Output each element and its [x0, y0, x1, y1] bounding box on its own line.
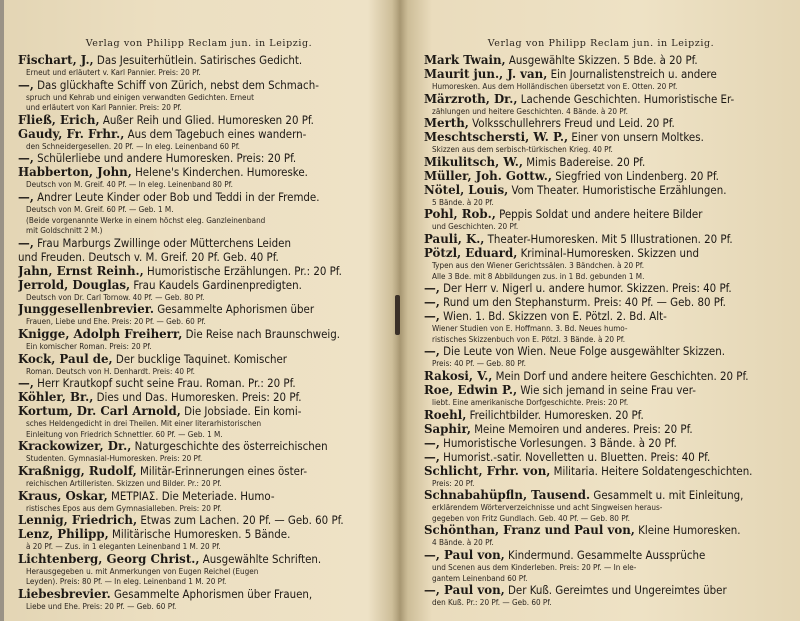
entry-main-line — [424, 437, 779, 450]
entry-author: —, — [424, 282, 440, 296]
entry-main-line — [424, 409, 779, 422]
catalog-entry — [424, 131, 779, 155]
entry-author: Mark Twain, — [424, 54, 506, 67]
entry-main-line — [424, 524, 779, 537]
entry-detail-line: gegeben von Fritz Gundlach. Geb. 40 Pf. — Geb. 80 Pf. — [432, 512, 630, 523]
catalog-entry — [18, 391, 373, 404]
entry-main-line — [18, 54, 373, 67]
entry-detail-line: Erneut und erläutert v. Karl Pannier. Preis: 20 Pf. — [26, 67, 201, 77]
entry-title-text: Der Kuß. Gereimtes und Ungereimtes über — [504, 584, 727, 598]
catalog-entry — [424, 184, 779, 208]
entry-title-text: Außer Reih und Glied. Humoresken 20 Pf. — [99, 113, 314, 127]
entry-detail-line: Leyden). Preis: 80 Pf. — In eleg. Leinenband 1 M. 20 Pf. — [26, 576, 227, 587]
entry-author: Krackowizer, Dr., — [18, 440, 132, 454]
left-page — [0, 0, 398, 621]
catalog-entry — [424, 409, 779, 422]
entry-author: Schönthan, Franz und Paul von, — [424, 524, 635, 538]
entry-title-text: Frau Kaudels Gardinenpredigten. — [130, 278, 302, 292]
catalog-entry — [18, 251, 373, 264]
entry-main-line — [424, 423, 779, 436]
entry-title-text: Gesammelte Aphorismen über — [153, 303, 315, 317]
catalog-entry — [18, 377, 373, 390]
catalog-entry — [18, 279, 373, 303]
entry-author: Schlicht, Frhr. von, — [424, 464, 551, 478]
entry-main-line — [18, 328, 373, 341]
entry-author: Roehl, — [424, 408, 467, 422]
entry-author: —, — [424, 310, 440, 324]
entry-main-line — [424, 54, 779, 67]
entry-title-text: Kriminal-Humoresken. Skizzen und — [517, 246, 700, 260]
entry-title-text: Lachende Geschichten. Humoristische Er- — [517, 92, 735, 106]
catalog-entry — [424, 465, 779, 489]
entry-detail-line: Deutsch von M. Greif. 60 Pf. — Geb. 1 M. — [26, 203, 174, 214]
entry-detail-line: Preis: 40 Pf. — Geb. 80 Pf. — [432, 358, 526, 369]
entry-detail-line: zählungen und heitere Geschichten. 4 Bände. à 20 Pf. — [432, 105, 628, 116]
entry-title-text: Die Leute von Wien. Neue Folge ausgewählter Skizzen. — [439, 345, 725, 359]
entry-main-line — [18, 391, 373, 404]
entry-author: Pötzl, Eduard, — [424, 246, 518, 260]
entry-title-text: Militaria. Heitere Soldatengeschichten. — [550, 464, 753, 478]
entry-title-text: Herr Krautkopf sucht seine Frau. Roman. Pr.: 20 Pf. — [33, 377, 296, 391]
catalog-entry — [18, 237, 373, 250]
entry-detail-line: Preis: 20 Pf. — [432, 477, 475, 488]
entry-author: Kraus, Oskar, — [18, 489, 108, 503]
entry-title-text: Einer von unsern Moltkes. — [568, 131, 704, 145]
entry-main-line — [18, 166, 373, 179]
entry-author: Merth, — [424, 117, 469, 131]
entry-title-text: Helene's Kinderchen. Humoreske. — [131, 166, 308, 180]
entry-title-text: Schülerliebe und andere Humoresken. Preis: 20 Pf. — [33, 152, 297, 166]
catalog-entry — [424, 489, 779, 523]
entry-detail-line: und erläutert von Karl Pannier. Preis: 20 Pf. — [26, 102, 182, 113]
entry-title-text: Humoristische Erzählungen. Pr.: 20 Pf. — [143, 264, 342, 278]
entry-main-line — [18, 514, 373, 527]
right-page-header: Verlag von Philipp Reclam jun. in Leipzig. — [487, 38, 715, 49]
entry-title-text: und Freuden. Deutsch v. M. Greif. 20 Pf. Geb. 40 Pf. — [18, 250, 279, 264]
entry-detail-line: 5 Bände. à 20 Pf. — [432, 196, 494, 207]
entry-author: Nötel, Louis, — [424, 183, 509, 197]
entry-detail-line: à 20 Pf. — Zus. in 1 eleganten Leinenband 1 M. 20 Pf. — [26, 541, 221, 552]
entry-title-text: Wien. 1. Bd. Skizzen von E. Pötzl. 2. Bd. Alt- — [439, 310, 667, 324]
entry-author: Junggesellenbrevier. — [18, 303, 154, 317]
entry-author: —, — [18, 236, 34, 250]
entry-title-text: Ausgewählte Skizzen. 5 Bde. à 20 Pf. — [505, 54, 698, 67]
catalog-entry — [424, 117, 779, 130]
entry-main-line — [424, 584, 779, 597]
catalog-entry — [424, 524, 779, 548]
catalog-entry — [18, 79, 373, 113]
entry-detail-line: liebt. Eine amerikanische Dorfgeschichte. Preis: 20 Pf. — [432, 396, 629, 407]
entry-main-line — [18, 279, 373, 292]
entry-author: —, — [18, 377, 34, 391]
catalog-entry — [424, 247, 779, 281]
entry-title-text: Volksschullehrers Freud und Leid. 20 Pf. — [468, 117, 675, 131]
catalog-entry — [18, 265, 373, 278]
entry-main-line — [18, 440, 373, 453]
entry-author: Maurit jun., J. van, — [424, 68, 548, 81]
entry-detail-line: Deutsch von M. Greif. 40 Pf. — In eleg. Leinenband 80 Pf. — [26, 179, 233, 190]
left-entry-list — [18, 54, 373, 612]
entry-main-line — [424, 370, 779, 383]
entry-author: Kortum, Dr. Carl Arnold, — [18, 405, 181, 419]
entry-author: Lenz, Philipp, — [18, 528, 109, 542]
entry-author: Roe, Edwin P., — [424, 383, 518, 397]
catalog-entry — [424, 68, 779, 92]
entry-main-line — [18, 553, 373, 566]
entry-main-line — [424, 247, 779, 260]
catalog-entry — [424, 451, 779, 464]
entry-main-line — [424, 184, 779, 197]
catalog-entry — [18, 128, 373, 152]
entry-detail-line: mit Goldschnitt 2 M.) — [26, 225, 103, 236]
entry-detail-line: spruch und Kehrab und einigen verwandten Gedichten. Erneut — [26, 91, 255, 102]
entry-author: Schnabahüpfln, Tausend. — [424, 489, 591, 503]
catalog-entry — [424, 437, 779, 450]
entry-title-text: Der Herr v. Nigerl u. andere humor. Skizzen. Preis: 40 Pf. — [439, 282, 732, 296]
entry-detail-line: Deutsch von Dr. Carl Tornow. 40 Pf. — Geb. 80 Pf. — [26, 291, 205, 302]
catalog-entry — [18, 490, 373, 514]
catalog-entry — [18, 328, 373, 352]
catalog-entry — [18, 588, 373, 612]
catalog-entry — [424, 233, 779, 246]
entry-detail-line: Alle 3 Bde. mit 8 Abbildungen zus. in 1 Bd. gebunden 1 M. — [432, 270, 645, 281]
entry-detail-line: Frauen, Liebe und Ehe. Preis: 20 Pf. — Geb. 60 Pf. — [26, 316, 206, 327]
entry-author: —, — [18, 190, 34, 204]
entry-author: Müller, Joh. Gottw., — [424, 169, 552, 183]
entry-detail-line: gantem Leinenband 60 Pf. — [432, 572, 528, 583]
entry-main-line — [18, 490, 373, 503]
catalog-entry — [424, 282, 779, 295]
entry-author: —, — [424, 296, 440, 310]
entry-title-text: Rund um den Stephansturm. Preis: 40 Pf. — Geb. 80 Pf. — [439, 296, 726, 310]
entry-title-text: Dies und Das. Humoresken. Preis: 20 Pf. — [93, 391, 302, 405]
catalog-entry — [18, 114, 373, 127]
binding-thread — [395, 295, 400, 335]
entry-main-line — [18, 79, 373, 92]
entry-main-line — [424, 170, 779, 183]
entry-main-line — [424, 117, 779, 130]
catalog-entry — [18, 465, 373, 489]
entry-title-text: Die Reise nach Braunschweig. — [182, 327, 341, 341]
entry-main-line — [424, 68, 779, 81]
catalog-entry — [424, 384, 779, 408]
entry-main-line — [424, 465, 779, 478]
entry-title-text: Siegfried von Lindenberg. 20 Pf. — [551, 169, 719, 183]
entry-title-text: Kleine Humoresken. — [634, 524, 741, 538]
entry-detail-line: Skizzen aus dem serbisch-türkischen Krieg. 40 Pf. — [432, 144, 613, 155]
entry-main-line — [18, 251, 373, 264]
entry-title-text: Militärische Humoresken. 5 Bände. — [108, 528, 291, 542]
catalog-entry — [18, 152, 373, 165]
entry-author: Meschtschersti, W. P., — [424, 131, 569, 145]
entry-author: Saphir, — [424, 422, 471, 436]
entry-author: Kraßnigg, Rudolf, — [18, 464, 137, 478]
left-page-header: Verlag von Philipp Reclam jun. in Leipzig. — [85, 38, 313, 49]
entry-author: —, Paul von, — [424, 548, 505, 562]
entry-author: Gaudy, Fr. Frhr., — [18, 127, 125, 141]
entry-title-text: Mein Dorf und andere heitere Geschichten. 20 Pf. — [492, 369, 749, 383]
entry-main-line — [424, 296, 779, 309]
entry-main-line — [18, 528, 373, 541]
entry-title-text: ΜΕΤΡΙΑΣ. Die Meteriade. Humo- — [107, 489, 275, 503]
catalog-entry — [18, 303, 373, 327]
entry-title-text: Das glückhafte Schiff von Zürich, nebst dem Schmach- — [33, 78, 319, 92]
entry-author: Liebesbrevier. — [18, 587, 111, 601]
entry-detail-line: und Scenen aus dem Kinderleben. Preis: 20 Pf. — In ele- — [432, 561, 637, 572]
entry-author: —, — [18, 152, 34, 166]
entry-title-text: Kindermund. Gesammelte Aussprüche — [504, 548, 706, 562]
entry-main-line — [18, 128, 373, 141]
catalog-entry — [18, 405, 373, 439]
catalog-entry — [18, 191, 373, 236]
entry-title-text: Meine Memoiren und anderes. Preis: 20 Pf. — [470, 422, 693, 436]
entry-detail-line: 4 Bände. à 20 Pf. — [432, 537, 494, 548]
entry-author: Habberton, John, — [18, 166, 132, 180]
entry-author: Rakosi, V., — [424, 369, 493, 383]
catalog-entry — [424, 296, 779, 309]
entry-title-text: Etwas zum Lachen. 20 Pf. — Geb. 60 Pf. — [137, 514, 344, 528]
entry-detail-line: Wiener Studien von E. Hoffmann. 3. Bd. Neues humo- — [432, 323, 628, 334]
entry-title-text: Die Jobsiade. Ein komi- — [180, 405, 302, 419]
right-page — [402, 0, 800, 621]
entry-detail-line: Humoresken. Aus dem Holländischen übersetzt von E. Otten. 20 Pf. — [432, 81, 678, 91]
entry-main-line — [424, 489, 779, 502]
entry-main-line — [18, 114, 373, 127]
entry-title-text: Gesammelt u. mit Einleitung, — [590, 489, 744, 503]
entry-detail-line: sches Heldengedicht in drei Theilen. Mit einer literarhistorischen — [26, 418, 262, 429]
entry-main-line — [424, 93, 779, 106]
entry-detail-line: ristisches Epos aus dem Gymnasialleben. Preis: 20 Pf. — [26, 502, 222, 513]
entry-detail-line: und Geschichten. 20 Pf. — [432, 221, 519, 232]
entry-main-line — [18, 237, 373, 250]
entry-main-line — [18, 191, 373, 204]
entry-detail-line: (Beide vorgenannte Werke in einem höchst eleg. Ganzleinenband — [26, 214, 266, 225]
entry-author: —, — [424, 450, 440, 464]
entry-detail-line: den Schneidergesellen. 20 Pf. — In eleg. Leinenband 60 Pf. — [26, 140, 240, 151]
entry-title-text: Das Jesuiterhütlein. Satirisches Gedicht. — [93, 54, 303, 67]
catalog-entry — [18, 54, 373, 78]
entry-detail-line: den Kuß. Pr.: 20 Pf. — Geb. 60 Pf. — [432, 597, 552, 608]
entry-detail-line: erklärendem Wörterverzeichnisse und acht Singweisen heraus- — [432, 502, 663, 513]
entry-detail-line: Studenten. Gymnasial-Humoresken. Preis: 20 Pf. — [26, 453, 203, 464]
entry-main-line — [18, 265, 373, 278]
catalog-entry — [424, 584, 779, 608]
entry-title-text: Vom Theater. Humoristische Erzählungen. — [508, 183, 727, 197]
entry-author: Lichtenberg, Georg Christ., — [18, 552, 200, 566]
entry-author: Fließ, Erich, — [18, 113, 100, 127]
entry-main-line — [18, 152, 373, 165]
entry-title-text: Ein Journalistenstreich u. andere — [547, 68, 717, 81]
entry-author: Lennig, Friedrich, — [18, 514, 138, 528]
catalog-entry — [424, 156, 779, 169]
entry-author: Knigge, Adolph Freiherr, — [18, 327, 183, 341]
entry-detail-line: Ein komischer Roman. Preis: 20 Pf. — [26, 340, 152, 351]
entry-title-text: Mimis Badereise. 20 Pf. — [522, 155, 646, 169]
entry-title-text: Theater-Humoresken. Mit 5 Illustrationen. 20 Pf. — [484, 232, 733, 246]
entry-main-line — [424, 208, 779, 221]
catalog-entry — [18, 514, 373, 527]
catalog-entry — [424, 170, 779, 183]
entry-title-text: Gesammelte Aphorismen über Frauen, — [110, 587, 313, 601]
catalog-entry — [18, 166, 373, 190]
entry-main-line — [424, 156, 779, 169]
entry-main-line — [18, 353, 373, 366]
entry-detail-line: Liebe und Ehe. Preis: 20 Pf. — Geb. 60 Pf. — [26, 600, 177, 611]
entry-title-text: Peppis Soldat und andere heitere Bilder — [495, 208, 703, 222]
entry-main-line — [424, 345, 779, 358]
entry-main-line — [424, 451, 779, 464]
entry-author: Märzroth, Dr., — [424, 92, 518, 106]
entry-main-line — [18, 377, 373, 390]
entry-title-text: Der bucklige Taquinet. Komischer — [112, 352, 287, 366]
entry-author: Kock, Paul de, — [18, 352, 113, 366]
catalog-entry — [424, 208, 779, 232]
entry-author: —, Paul von, — [424, 584, 505, 598]
entry-title-text: Ausgewählte Schriften. — [199, 552, 322, 566]
entry-author: Köhler, Br., — [18, 391, 94, 405]
entry-title-text: Aus dem Tagebuch eines wandern- — [124, 127, 307, 141]
entry-main-line — [18, 405, 373, 418]
entry-author: Fischart, J., — [18, 54, 94, 67]
entry-author: —, — [424, 436, 440, 450]
entry-author: Pohl, Rob., — [424, 208, 496, 222]
entry-main-line — [18, 465, 373, 478]
entry-title-text: Naturgeschichte des österreichischen — [131, 440, 328, 454]
entry-author: Pauli, K., — [424, 232, 485, 246]
entry-author: Mikulitsch, W., — [424, 155, 523, 169]
catalog-entry — [18, 353, 373, 377]
entry-detail-line: Herausgegeben u. mit Anmerkungen von Eugen Reichel (Eugen — [26, 565, 259, 576]
entry-main-line — [18, 588, 373, 601]
entry-author: —, — [424, 345, 440, 359]
entry-title-text: Humoristische Vorlesungen. 3 Bände. à 20 Pf. — [439, 436, 677, 450]
right-entry-list — [424, 54, 779, 609]
catalog-entry — [18, 553, 373, 587]
catalog-entry — [18, 440, 373, 464]
entry-title-text: Freilichtbilder. Humoresken. 20 Pf. — [466, 408, 644, 422]
catalog-entry — [424, 345, 779, 369]
entry-detail-line: ristisches Skizzenbuch von E. Pötzl. 3 Bände. à 20 Pf. — [432, 333, 626, 344]
entry-main-line — [424, 131, 779, 144]
entry-main-line — [424, 549, 779, 562]
entry-detail-line: reichischen Artilleristen. Skizzen und Bilder. Pr.: 20 Pf. — [26, 477, 222, 488]
catalog-entry — [424, 310, 779, 344]
catalog-entry — [18, 528, 373, 552]
entry-title-text: Humorist.-satir. Novelletten u. Bluetten. Preis: 40 Pf. — [439, 450, 711, 464]
entry-author: —, — [18, 78, 34, 92]
entry-main-line — [424, 282, 779, 295]
entry-main-line — [18, 303, 373, 316]
catalog-entry — [424, 423, 779, 436]
entry-main-line — [424, 384, 779, 397]
catalog-entry — [424, 370, 779, 383]
entry-detail-line: Typen aus den Wiener Gerichtssälen. 3 Bändchen. à 20 Pf. — [432, 259, 645, 270]
entry-author: Jahn, Ernst Reinh., — [18, 264, 144, 278]
catalog-entry — [424, 549, 779, 583]
catalog-entry — [424, 54, 779, 67]
entry-main-line — [424, 310, 779, 323]
entry-main-line — [424, 233, 779, 246]
catalog-entry — [424, 93, 779, 117]
entry-title-text: Andrer Leute Kinder oder Bob und Teddi in der Fremde. — [33, 190, 320, 204]
entry-title-text: Wie sich jemand in seine Frau ver- — [517, 383, 696, 397]
entry-title-text: Militär-Erinnerungen eines öster- — [136, 464, 308, 478]
entry-author: Jerrold, Douglas, — [18, 278, 131, 292]
entry-detail-line: Roman. Deutsch von H. Denhardt. Preis: 40 Pf. — [26, 365, 195, 376]
entry-title-text: Frau Marburgs Zwillinge oder Mütterchens Leiden — [33, 236, 291, 250]
entry-detail-line: Einleitung von Friedrich Schnettler. 60 Pf. — Geb. 1 M. — [26, 428, 223, 439]
